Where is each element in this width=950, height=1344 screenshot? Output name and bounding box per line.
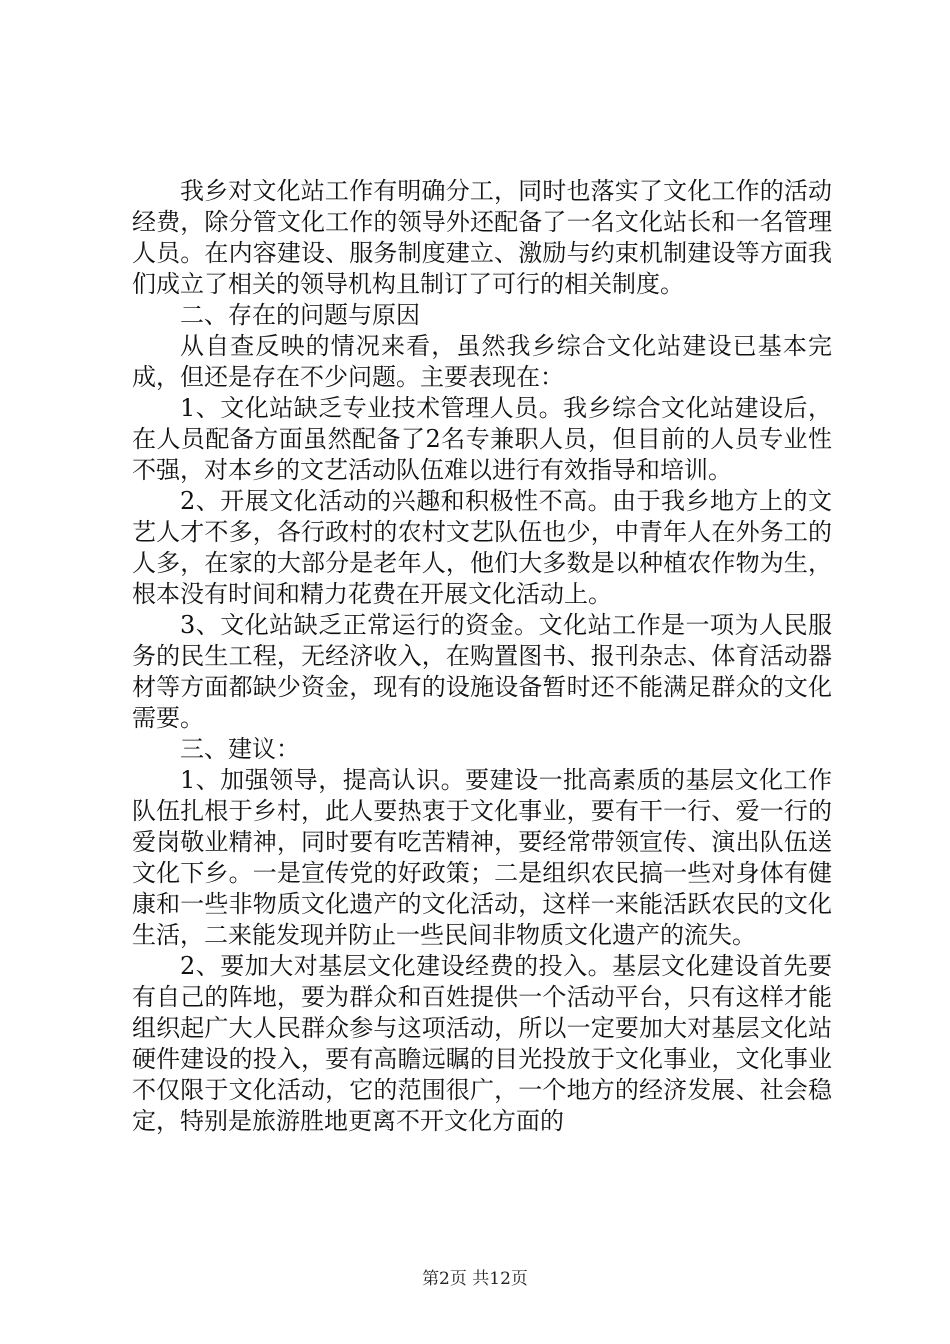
paragraph-problem-3: 3、文化站缺乏正常运行的资金。文化站工作是一项为人民服务的民生工程，无经济收入，在购置图书、报刊杂志、体育活动器材等方面都缺少资金，现有的设施设备暂时还不能满足群众的文化需要。	[132, 611, 832, 732]
page-number-footer: 第2页 共12页	[422, 1269, 528, 1289]
paragraph-problem-1: 1、文化站缺乏专业技术管理人员。我乡综合文化站建设后，在人员配备方面虽然配备了2名专兼职人员，但目前的人员专业性不强，对本乡的文艺活动队伍难以进行有效指导和培训。	[132, 394, 832, 484]
paragraph-suggestion-2: 2、要加大对基层文化建设经费的投入。基层文化建设首先要有自己的阵地，要为群众和百姓提供一个活动平台，只有这样才能组织起广大人民群众参与这项活动，所以一定要加大对基层文化站硬件建设的投入，要有高瞻远瞩的目光投放于文化事业，文化事业不仅限于文化活动，它的范围很广，一个地方的经济发展、社会稳定，特别是旅游胜地更离不开文化方面的	[132, 952, 832, 1135]
document-body	[132, 176, 832, 1137]
paragraph-suggestion-1: 1、加强领导，提高认识。要建设一批高素质的基层文化工作队伍扎根于乡村，此人要热衷于文化事业，要有干一行、爱一行的爱岗敬业精神，同时要有吃苦精神，要经常带领宣传、演出队伍送文化下乡。一是宣传党的好政策；二是组织农民搞一些对身体有健康和一些非物质文化遗产的文化活动，这样一来能活跃农民的文化生活，二来能发现并防止一些民间非物质文化遗产的流失。	[132, 766, 832, 949]
paragraph-self-check: 从自查反映的情况来看，虽然我乡综合文化站建设已基本完成，但还是存在不少问题。主要表现在：	[132, 332, 832, 391]
paragraph-staffing: 我乡对文化站工作有明确分工，同时也落实了文化工作的活动经费，除分管文化工作的领导外还配备了一名文化站长和一名管理人员。在内容建设、服务制度建立、激励与约束机制建设等方面我们成立了相关的领导机构且制订了可行的相关制度。	[132, 177, 832, 298]
paragraph-problem-2: 2、开展文化活动的兴趣和积极性不高。由于我乡地方上的文艺人才不多，各行政村的农村文艺队伍也少，中青年人在外务工的人多，在家的大部分是老年人，他们大多数是以种植农作物为生，根本没有时间和精力花费在开展文化活动上。	[132, 487, 832, 608]
section-heading-problems: 二、存在的问题与原因	[180, 301, 420, 329]
section-heading-suggestions: 三、建议：	[180, 735, 300, 763]
